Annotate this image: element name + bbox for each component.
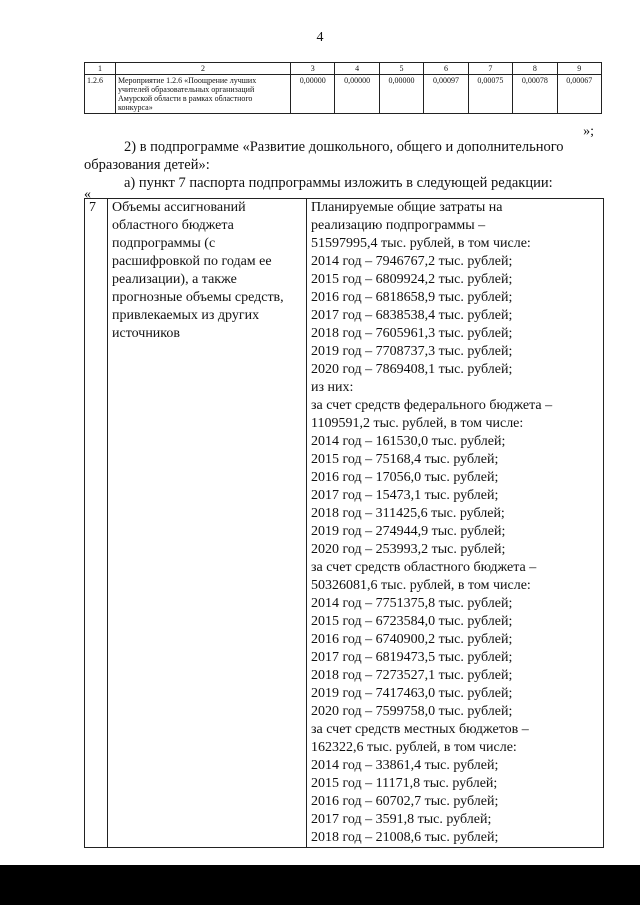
funding-lines (311, 199, 599, 847)
value-cell: 0,00067 (557, 75, 601, 114)
passport-item-number: 7 (85, 199, 108, 848)
table-row (85, 75, 602, 114)
scan-border (0, 865, 640, 905)
header-cell: 2 (116, 63, 291, 75)
funding-line: 1109591,2 тыс. рублей, в том числе: (311, 416, 524, 431)
activity-table (84, 62, 602, 114)
funding-line: 51597995,4 тыс. рублей, в том числе: (311, 236, 531, 251)
funding-line: 2014 год – 7946767,2 тыс. рублей; (311, 254, 513, 269)
header-cell: 6 (424, 63, 468, 75)
table-row (85, 199, 604, 848)
funding-line: 2015 год – 6809924,2 тыс. рублей; (311, 272, 513, 287)
activity-name: Мероприятие 1.2.6 «Поощрение лучших учителей образовательных организаций Амурской области в рамках областного конкурса» (116, 75, 291, 114)
activity-table-header (85, 63, 602, 75)
funding-line: 2019 год – 7417463,0 тыс. рублей; (311, 686, 513, 701)
funding-line: 2018 год – 311425,6 тыс. рублей; (311, 506, 505, 521)
header-cell: 5 (379, 63, 423, 75)
funding-line: 2015 год – 6723584,0 тыс. рублей; (311, 614, 513, 629)
value-cell: 0,00078 (513, 75, 557, 114)
value-cell: 0,00097 (424, 75, 468, 114)
funding-line: 2014 год – 33861,4 тыс. рублей; (311, 758, 499, 773)
funding-line: Планируемые общие затраты на (311, 200, 503, 215)
funding-line: 2018 год – 21008,6 тыс. рублей; (311, 830, 499, 845)
activity-code: 1.2.6 (85, 75, 116, 114)
funding-line: 2019 год – 7708737,3 тыс. рублей; (311, 344, 513, 359)
funding-line: 2019 год – 274944,9 тыс. рублей; (311, 524, 506, 539)
header-cell: 1 (85, 63, 116, 75)
funding-line: 2016 год – 60702,7 тыс. рублей; (311, 794, 499, 809)
page-number: 4 (316, 30, 324, 45)
funding-line: за счет средств местных бюджетов – (311, 722, 529, 737)
funding-line: 2020 год – 7869408,1 тыс. рублей; (311, 362, 513, 377)
value-cell: 0,00000 (291, 75, 335, 114)
header-cell: 4 (335, 63, 379, 75)
funding-line: за счет средств областного бюджета – (311, 560, 537, 575)
funding-line: 2015 год – 11171,8 тыс. рублей; (311, 776, 498, 791)
funding-line: 2020 год – 253993,2 тыс. рублей; (311, 542, 506, 557)
funding-line: 2017 год – 15473,1 тыс. рублей; (311, 488, 499, 503)
funding-line: 162322,6 тыс. рублей, в том числе: (311, 740, 517, 755)
header-cell: 9 (557, 63, 601, 75)
funding-line: 2014 год – 161530,0 тыс. рублей; (311, 434, 506, 449)
funding-line: 2018 год – 7273527,1 тыс. рублей; (311, 668, 513, 683)
open-quote: « (84, 187, 91, 202)
funding-line: 2016 год – 6740900,2 тыс. рублей; (311, 632, 513, 647)
paragraph-subprogram: 2) в подпрограмме «Развитие дошкольного, общего и дополнительного образования детей»: (84, 139, 564, 173)
funding-line: 2016 год – 17056,0 тыс. рублей; (311, 470, 499, 485)
funding-line: 2015 год – 75168,4 тыс. рублей; (311, 452, 499, 467)
passport-item-content (307, 199, 604, 848)
funding-line: 2016 год – 6818658,9 тыс. рублей; (311, 290, 513, 305)
header-cell: 3 (291, 63, 335, 75)
funding-line: за счет средств федерального бюджета – (311, 398, 553, 413)
header-cell: 8 (513, 63, 557, 75)
value-cell: 0,00075 (468, 75, 512, 114)
funding-line: 2017 год – 3591,8 тыс. рублей; (311, 812, 492, 827)
value-cell: 0,00000 (379, 75, 423, 114)
passport-table (84, 198, 604, 848)
close-quote: »; (583, 124, 594, 139)
header-cell: 7 (468, 63, 512, 75)
funding-line: 50326081,6 тыс. рублей, в том числе: (311, 578, 531, 593)
value-cell: 0,00000 (335, 75, 379, 114)
funding-line: 2020 год – 7599758,0 тыс. рублей; (311, 704, 513, 719)
passport-item-label: Объемы ассигнований областного бюджета подпрограммы (с расшифровкой по годам ее реализации), а также прогнозные объемы средств, привлекаемых из других источников (108, 199, 307, 848)
funding-line: 2017 год – 6838538,4 тыс. рублей; (311, 308, 513, 323)
funding-line: 2018 год – 7605961,3 тыс. рублей; (311, 326, 513, 341)
funding-line: 2017 год – 6819473,5 тыс. рублей; (311, 650, 513, 665)
funding-line: реализацию подпрограммы – (311, 218, 486, 233)
funding-line: 2014 год – 7751375,8 тыс. рублей; (311, 596, 513, 611)
funding-line: из них: (311, 380, 354, 395)
paragraph-item: а) пункт 7 паспорта подпрограммы изложить в следующей редакции: (124, 175, 553, 191)
